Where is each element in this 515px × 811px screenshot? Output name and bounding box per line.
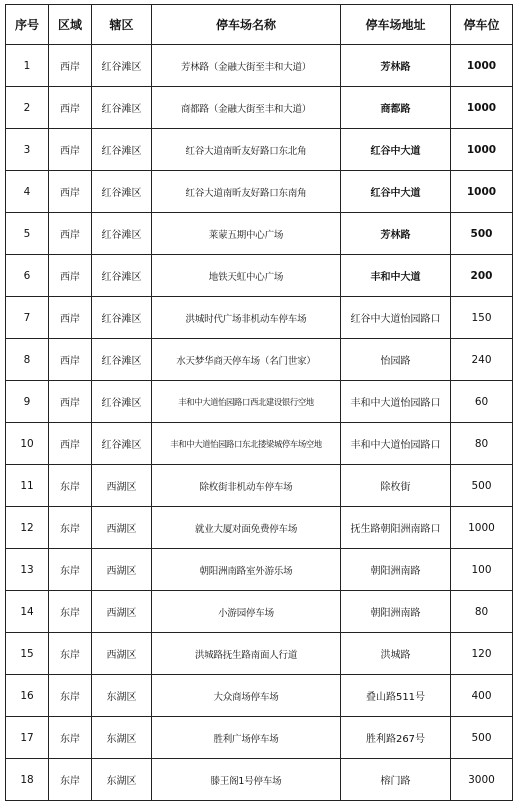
cell-district: 东湖区 [92,717,152,759]
header-no: 序号 [6,5,49,45]
cell-district: 西湖区 [92,591,152,633]
cell-no: 16 [6,675,49,717]
table-row [6,297,513,339]
cell-address: 红谷中大道怡园路口 [341,297,451,339]
cell-capacity: 60 [451,381,513,423]
table-row [6,591,513,633]
cell-address: 榕门路 [341,759,451,801]
cell-capacity: 400 [451,675,513,717]
cell-no: 1 [6,45,49,87]
cell-no: 2 [6,87,49,129]
table-row [6,45,513,87]
cell-area: 东岸 [49,759,92,801]
cell-no: 4 [6,171,49,213]
cell-address: 红谷中大道 [341,129,451,171]
cell-capacity: 3000 [451,759,513,801]
cell-district: 西湖区 [92,465,152,507]
cell-capacity: 240 [451,339,513,381]
cell-capacity: 80 [451,423,513,465]
cell-capacity: 500 [451,465,513,507]
cell-no: 15 [6,633,49,675]
header-address: 停车场地址 [341,5,451,45]
cell-area: 东岸 [49,465,92,507]
cell-address: 丰和中大道怡园路口 [341,381,451,423]
cell-area: 西岸 [49,339,92,381]
cell-no: 6 [6,255,49,297]
cell-address: 抚生路朝阳洲南路口 [341,507,451,549]
cell-no: 10 [6,423,49,465]
cell-area: 西岸 [49,45,92,87]
cell-address: 商都路 [341,87,451,129]
cell-area: 西岸 [49,129,92,171]
cell-area: 西岸 [49,213,92,255]
table-row [6,87,513,129]
cell-district: 红谷滩区 [92,45,152,87]
cell-name: 洪城路抚生路南面人行道 [152,633,341,675]
cell-name: 红谷大道南昕友好路口东北角 [152,129,341,171]
cell-area: 西岸 [49,87,92,129]
cell-no: 17 [6,717,49,759]
cell-no: 5 [6,213,49,255]
header-district: 辖区 [92,5,152,45]
cell-area: 西岸 [49,381,92,423]
cell-district: 红谷滩区 [92,87,152,129]
table-row [6,549,513,591]
header-area: 区域 [49,5,92,45]
cell-name: 红谷大道南昕友好路口东南角 [152,171,341,213]
cell-name: 大众商场停车场 [152,675,341,717]
table-row [6,507,513,549]
cell-capacity: 200 [451,255,513,297]
cell-district: 红谷滩区 [92,339,152,381]
table-row [6,717,513,759]
table-row [6,255,513,297]
cell-district: 东湖区 [92,759,152,801]
cell-capacity: 100 [451,549,513,591]
cell-no: 3 [6,129,49,171]
cell-name: 商都路（金融大街至丰和大道） [152,87,341,129]
table-row [6,129,513,171]
cell-name: 小游园停车场 [152,591,341,633]
cell-name: 滕王阁1号停车场 [152,759,341,801]
cell-address: 丰和中大道 [341,255,451,297]
table-row [6,759,513,801]
cell-name: 丰和中大道怡园路口东北搂梁城停车场空地 [152,423,341,465]
cell-area: 西岸 [49,423,92,465]
cell-area: 西岸 [49,297,92,339]
cell-capacity: 500 [451,717,513,759]
cell-address: 胜利路267号 [341,717,451,759]
cell-no: 18 [6,759,49,801]
cell-area: 西岸 [49,171,92,213]
cell-capacity: 1000 [451,171,513,213]
cell-area: 东岸 [49,717,92,759]
cell-capacity: 120 [451,633,513,675]
cell-name: 洪城时代广场非机动车停车场 [152,297,341,339]
cell-name: 芳林路（金融大街至丰和大道） [152,45,341,87]
table-row [6,675,513,717]
cell-no: 14 [6,591,49,633]
cell-district: 西湖区 [92,633,152,675]
cell-no: 8 [6,339,49,381]
cell-district: 红谷滩区 [92,213,152,255]
cell-district: 西湖区 [92,507,152,549]
cell-district: 红谷滩区 [92,381,152,423]
cell-address: 除枚街 [341,465,451,507]
parking-table [5,4,513,801]
table-row [6,381,513,423]
cell-district: 红谷滩区 [92,171,152,213]
header-capacity: 停车位 [451,5,513,45]
header-row [6,5,513,45]
cell-address: 丰和中大道怡园路口 [341,423,451,465]
cell-no: 11 [6,465,49,507]
cell-name: 丰和中大道怡园路口西北建设银行空地 [152,381,341,423]
cell-name: 就业大厦对面免费停车场 [152,507,341,549]
cell-address: 洪城路 [341,633,451,675]
cell-address: 芳林路 [341,45,451,87]
cell-name: 地铁天虹中心广场 [152,255,341,297]
cell-name: 朝阳洲南路室外游乐场 [152,549,341,591]
cell-no: 12 [6,507,49,549]
cell-name: 莱蒙五期中心广场 [152,213,341,255]
cell-name: 胜利广场停车场 [152,717,341,759]
cell-area: 东岸 [49,549,92,591]
cell-capacity: 500 [451,213,513,255]
cell-no: 9 [6,381,49,423]
cell-area: 东岸 [49,591,92,633]
cell-no: 13 [6,549,49,591]
cell-address: 叠山路511号 [341,675,451,717]
cell-district: 红谷滩区 [92,423,152,465]
cell-address: 朝阳洲南路 [341,549,451,591]
cell-name: 水天梦华商天停车场（名门世家） [152,339,341,381]
cell-district: 红谷滩区 [92,129,152,171]
cell-name: 除枚街非机动车停车场 [152,465,341,507]
cell-district: 红谷滩区 [92,255,152,297]
table-row [6,171,513,213]
cell-area: 东岸 [49,675,92,717]
cell-address: 怡园路 [341,339,451,381]
cell-address: 红谷中大道 [341,171,451,213]
cell-capacity: 80 [451,591,513,633]
cell-capacity: 1000 [451,45,513,87]
header-name: 停车场名称 [152,5,341,45]
cell-district: 西湖区 [92,549,152,591]
table-row [6,633,513,675]
cell-capacity: 1000 [451,87,513,129]
table-row [6,423,513,465]
cell-district: 红谷滩区 [92,297,152,339]
cell-capacity: 150 [451,297,513,339]
cell-district: 东湖区 [92,675,152,717]
table-row [6,465,513,507]
cell-capacity: 1000 [451,507,513,549]
cell-no: 7 [6,297,49,339]
cell-area: 东岸 [49,507,92,549]
cell-area: 东岸 [49,633,92,675]
cell-address: 芳林路 [341,213,451,255]
cell-capacity: 1000 [451,129,513,171]
table-row [6,339,513,381]
cell-address: 朝阳洲南路 [341,591,451,633]
cell-area: 西岸 [49,255,92,297]
table-row [6,213,513,255]
